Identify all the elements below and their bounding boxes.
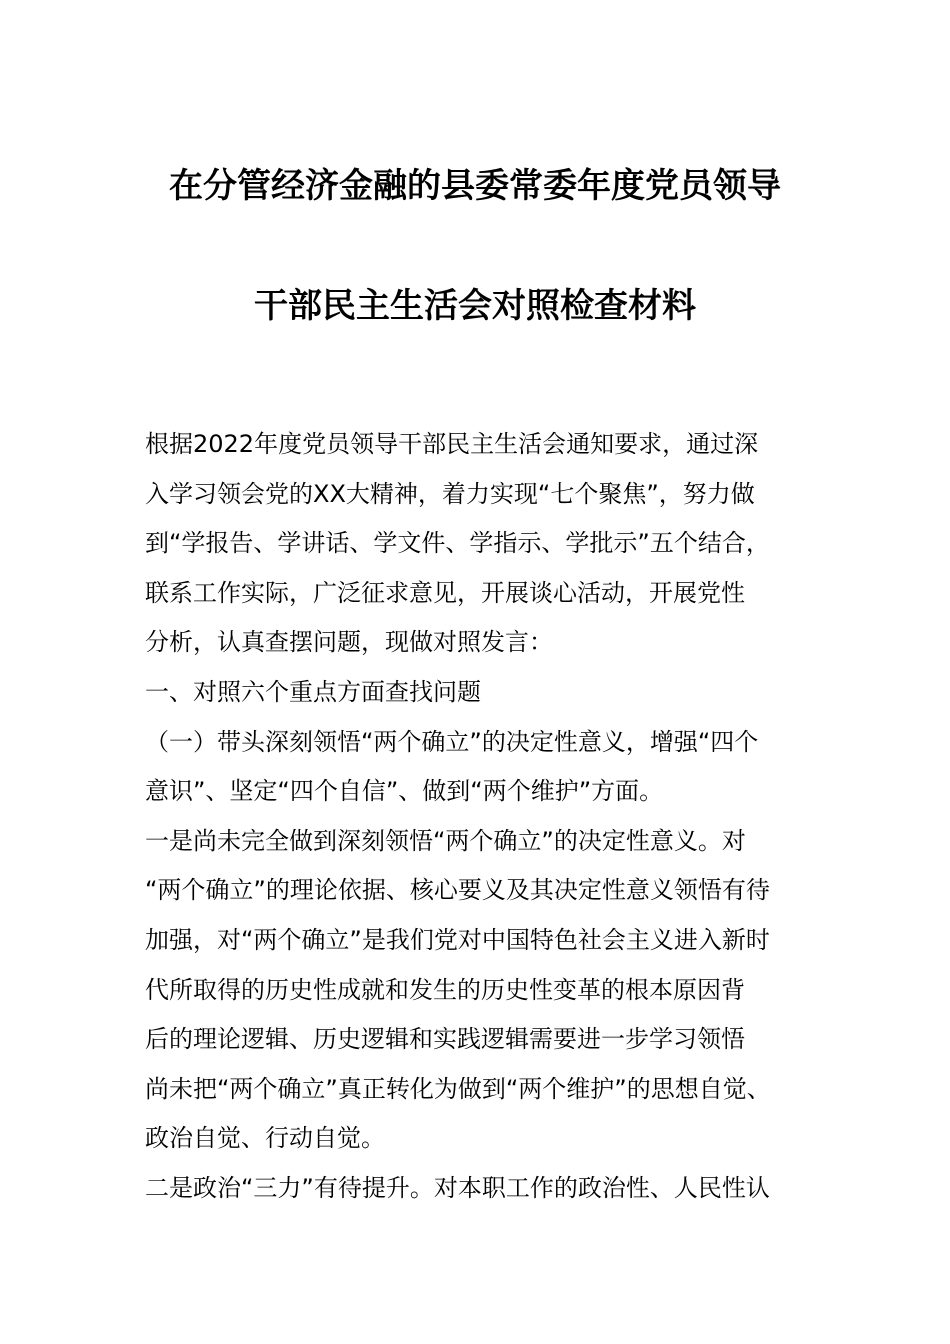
document-body (145, 420, 810, 1214)
body-line: 政治自觉、行动自觉。 (145, 1124, 385, 1153)
document-title-line-1: 在分管经济金融的县委常委年度党员领导 (169, 166, 781, 206)
body-line: 尚未把“两个确立”真正转化为做到“两个维护”的思想自觉、 (145, 1074, 771, 1103)
body-line: 加强，对“两个确立”是我们党对中国特色社会主义进入新时 (145, 925, 770, 954)
body-line: 二是政治“三力”有待提升。对本职工作的政治性、人民性认 (145, 1173, 770, 1202)
body-line: 代所取得的历史性成就和发生的历史性变革的根本原因背 (145, 975, 745, 1004)
subsection-heading-line-2: 意识”、坚定“四个自信”、做到“两个维护”方面。 (145, 777, 664, 806)
document-title-line-2: 干部民主生活会对照检查材料 (254, 286, 696, 326)
section-heading: 一、对照六个重点方面查找问题 (145, 677, 481, 706)
body-line: 分析，认真查摆问题，现做对照发言： (145, 628, 553, 657)
body-line: 一是尚未完全做到深刻领悟“两个确立”的决定性意义。对 (145, 826, 746, 855)
subsection-heading-line-1: （一）带头深刻领悟“两个确立”的决定性意义，增强“四个 (145, 727, 759, 756)
body-line: “两个确立”的理论依据、核心要义及其决定性意义领悟有待 (145, 876, 770, 905)
body-line: 联系工作实际，广泛征求意见，开展谈心活动，开展党性 (145, 578, 745, 607)
body-line: 入学习领会党的XX大精神，着力实现“七个聚焦”，努力做 (145, 479, 755, 508)
body-line: 根据2022年度党员领导干部民主生活会通知要求，通过深 (145, 430, 759, 458)
body-line: 到“学报告、学讲话、学文件、学指示、学批示”五个结合， (145, 529, 770, 558)
body-line: 后的理论逻辑、历史逻辑和实践逻辑需要进一步学习领悟 (145, 1025, 745, 1054)
